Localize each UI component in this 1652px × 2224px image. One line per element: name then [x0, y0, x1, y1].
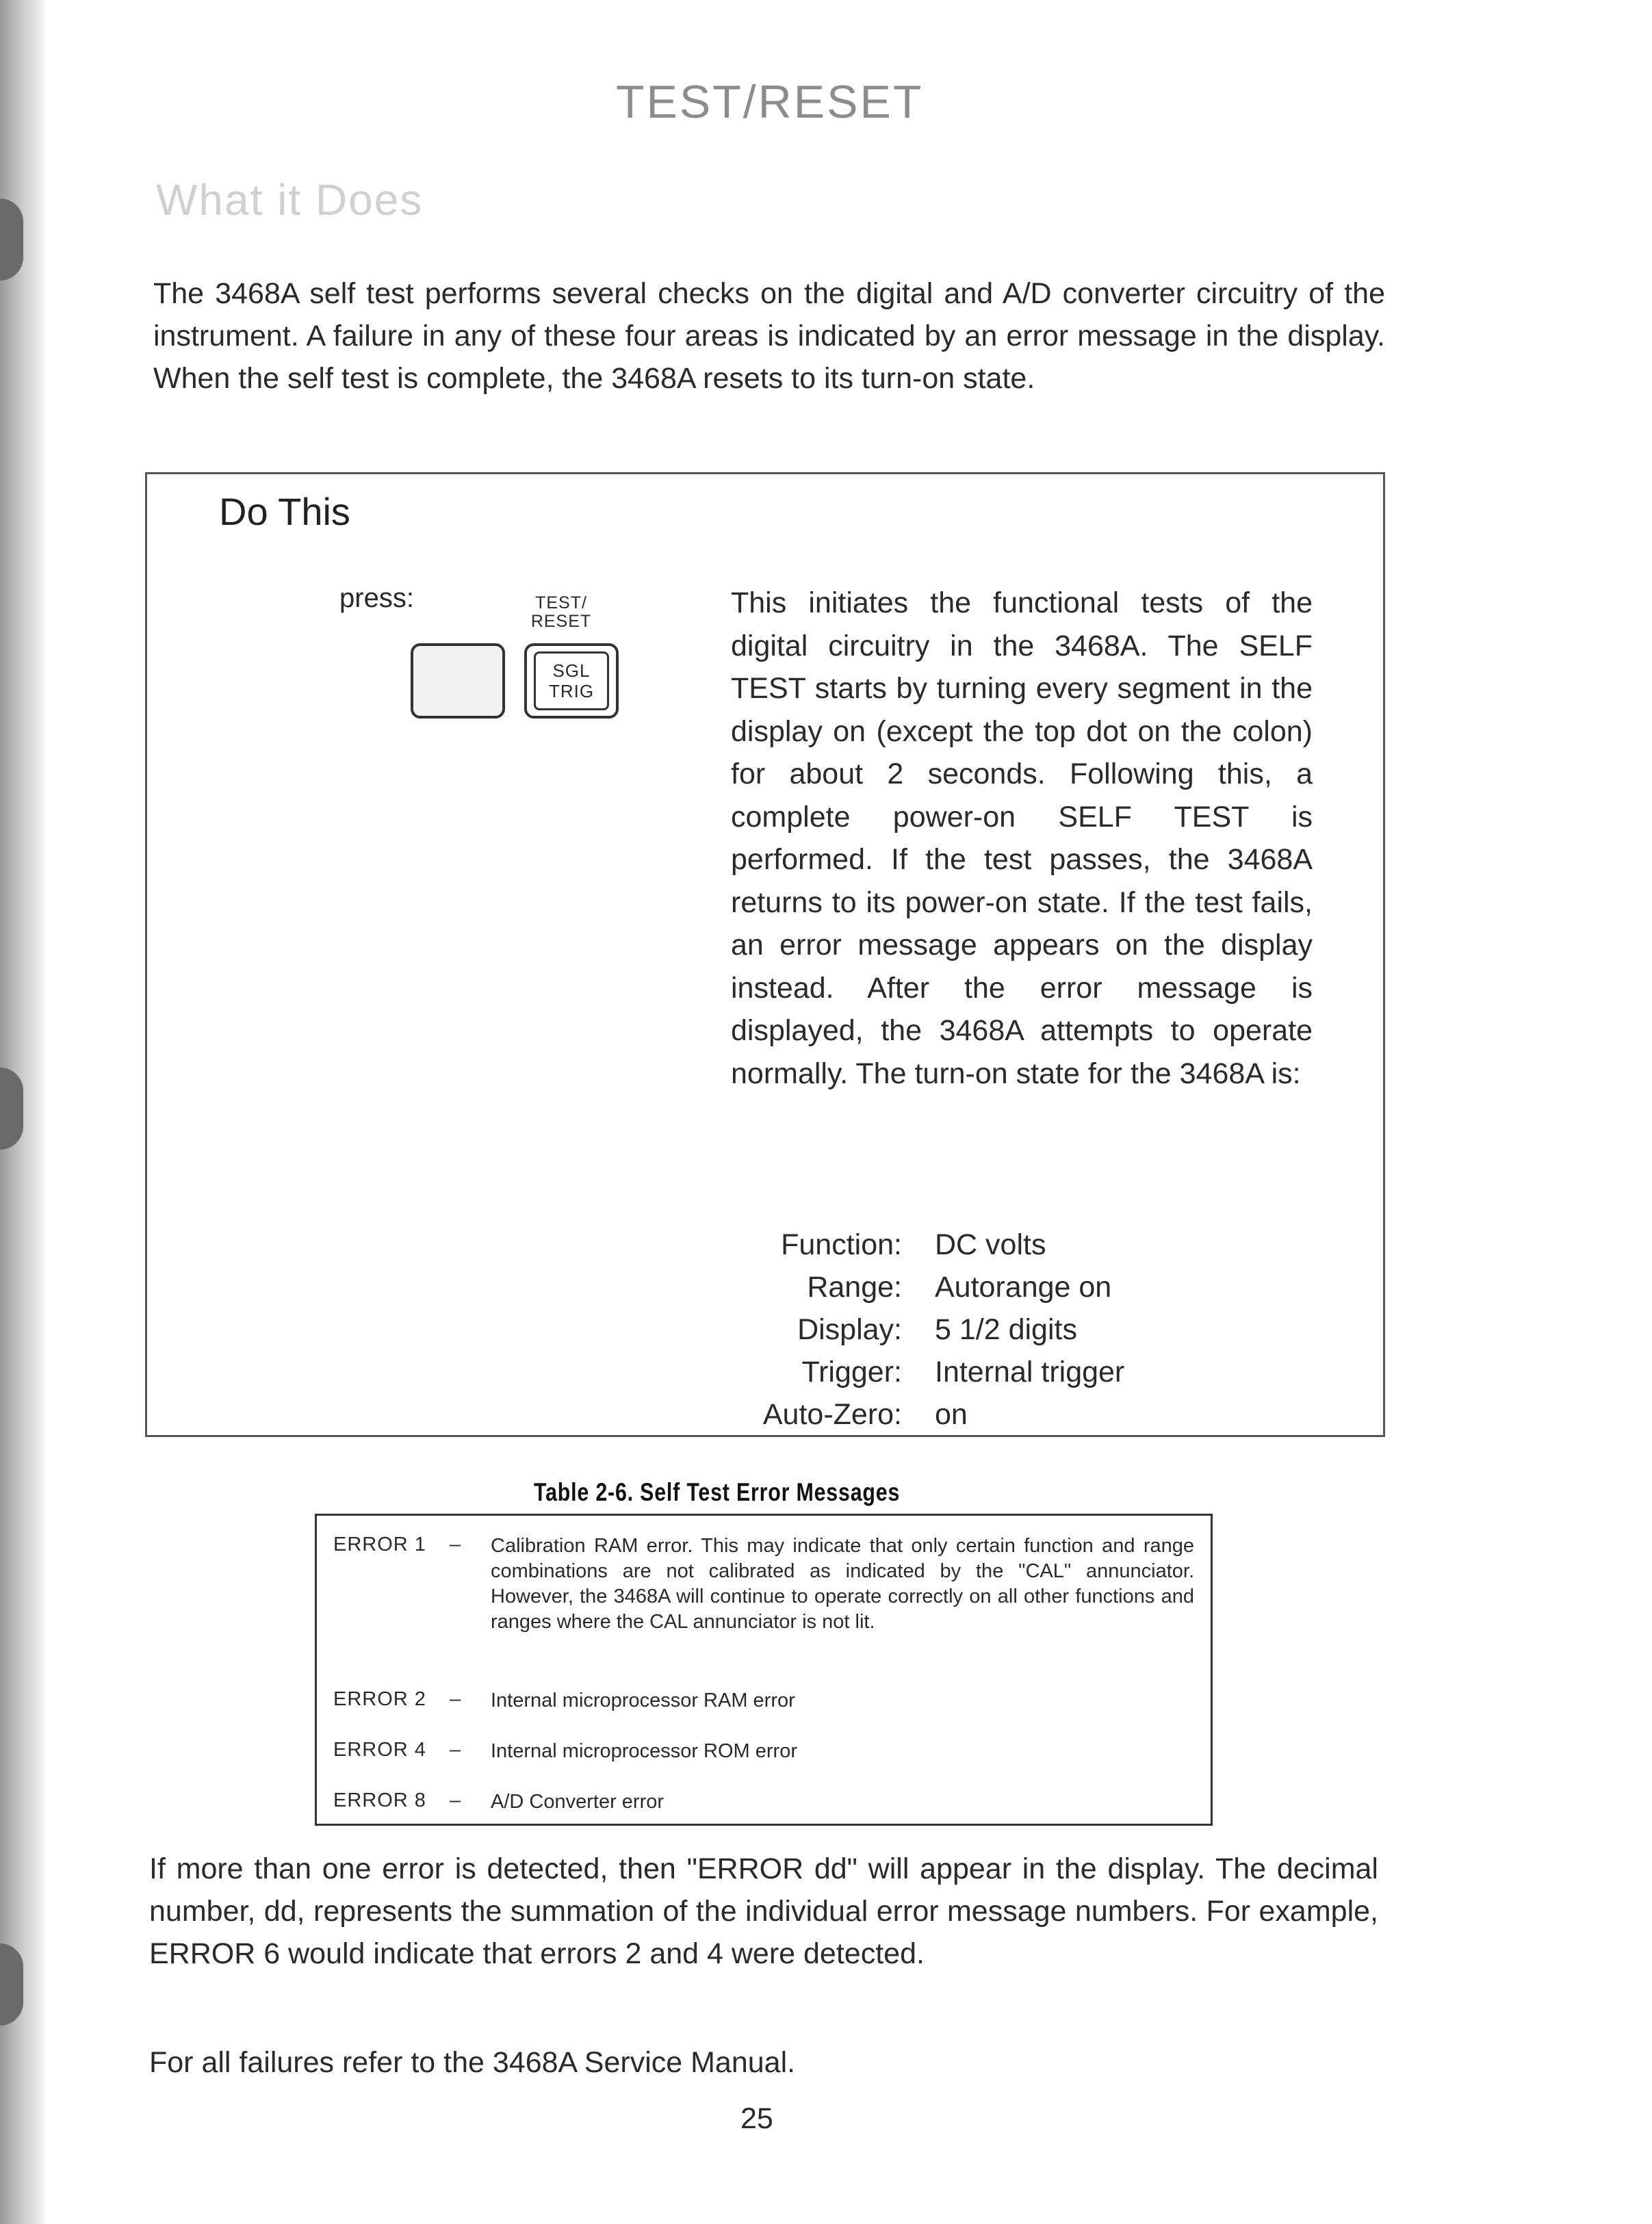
- state-label: Trigger:: [801, 1356, 902, 1388]
- sgl-trig-key-face: [534, 651, 609, 710]
- page-title: TEST/RESET: [616, 76, 924, 128]
- key-shift-label-line1: TEST/: [535, 593, 587, 612]
- state-value: Internal trigger: [935, 1356, 1125, 1388]
- table-row: [333, 1688, 1194, 1714]
- page-number: 25: [740, 2102, 773, 2135]
- state-value: DC volts: [935, 1228, 1046, 1261]
- error-dash: –: [450, 1739, 461, 1761]
- error-description: A/D Converter error: [491, 1791, 664, 1813]
- table-row: [333, 1789, 1194, 1815]
- error-messages-table: [315, 1514, 1213, 1826]
- state-label: Function:: [781, 1228, 902, 1261]
- error-description: Calibration RAM error. This may indicate that only certain function and range combinations are not calibrated as indicated by the "CAL" annunciator. However, the 3468A will continue to operate correctly on all other functions and ranges where the CAL annunciator is not lit.: [491, 1535, 1194, 1633]
- state-row: [725, 1351, 1124, 1393]
- binder-tab: [0, 1943, 23, 2026]
- table-row: [333, 1534, 1194, 1635]
- error-dash: –: [450, 1688, 461, 1710]
- state-label: Display:: [797, 1313, 902, 1346]
- state-row: [725, 1266, 1124, 1308]
- state-row: [725, 1224, 1124, 1266]
- section-title: What it Does: [156, 175, 424, 224]
- turn-on-state-list: [725, 1224, 1124, 1436]
- error-description: Internal microprocessor ROM error: [491, 1740, 797, 1762]
- state-row: [725, 1308, 1124, 1351]
- key-shift-label: [527, 594, 595, 631]
- service-manual-note: For all failures refer to the 3468A Service Manual.: [149, 2046, 796, 2079]
- press-label: press:: [339, 583, 414, 613]
- state-label: Auto-Zero:: [762, 1398, 902, 1431]
- sgl-trig-key[interactable]: [524, 643, 619, 719]
- state-value: 5 1/2 digits: [935, 1313, 1077, 1346]
- error-code: ERROR 1: [333, 1534, 426, 1555]
- table-caption: Table 2-6. Self Test Error Messages: [534, 1478, 901, 1506]
- state-row: [725, 1393, 1124, 1436]
- key-shift-label-line2: RESET: [530, 612, 592, 631]
- binder-tab: [0, 198, 23, 281]
- panel-title: Do This: [219, 490, 350, 533]
- table-row: [333, 1739, 1194, 1764]
- state-value: on: [935, 1398, 968, 1431]
- error-code: ERROR 4: [333, 1739, 426, 1761]
- intro-paragraph: The 3468A self test performs several checks on the digital and A/D converter circuitry of the instrument. A failure in any of these four areas is indicated by an error message in the display. When the self test is complete, the 3468A resets to its turn-on state.: [153, 277, 1385, 395]
- key-face-line1: SGL: [552, 660, 591, 681]
- error-dash: –: [450, 1534, 461, 1555]
- self-test-description: This initiates the functional tests of the digital circuitry in the 3468A. The SELF TEST starts by turning every segment in the display on (except the top dot on the colon) for about 2 seconds. Following this, a complete power-on SELF TEST is performed. If the test passes, the 3468A returns to its power-on state. If the test fails, an error message appears on the display instead. After the error message is displayed, the 3468A attempts to operate normally. The turn-on state for the 3468A is:: [731, 586, 1313, 1090]
- key-face-line2: TRIG: [548, 681, 595, 701]
- blue-shift-key[interactable]: [411, 643, 505, 719]
- binder-tab: [0, 1068, 23, 1150]
- error-dash: –: [450, 1789, 461, 1811]
- state-value: Autorange on: [935, 1271, 1112, 1304]
- multiple-errors-paragraph: If more than one error is detected, then "ERROR dd" will appear in the display. The decimal number, dd, represents the summation of the individual error message numbers. For example, ERROR 6 would indicate that errors 2 and 4 were detected.: [149, 1852, 1378, 1970]
- error-description: Internal microprocessor RAM error: [491, 1690, 795, 1711]
- error-code: ERROR 2: [333, 1688, 426, 1710]
- state-label: Range:: [807, 1271, 902, 1304]
- error-code: ERROR 8: [333, 1789, 426, 1811]
